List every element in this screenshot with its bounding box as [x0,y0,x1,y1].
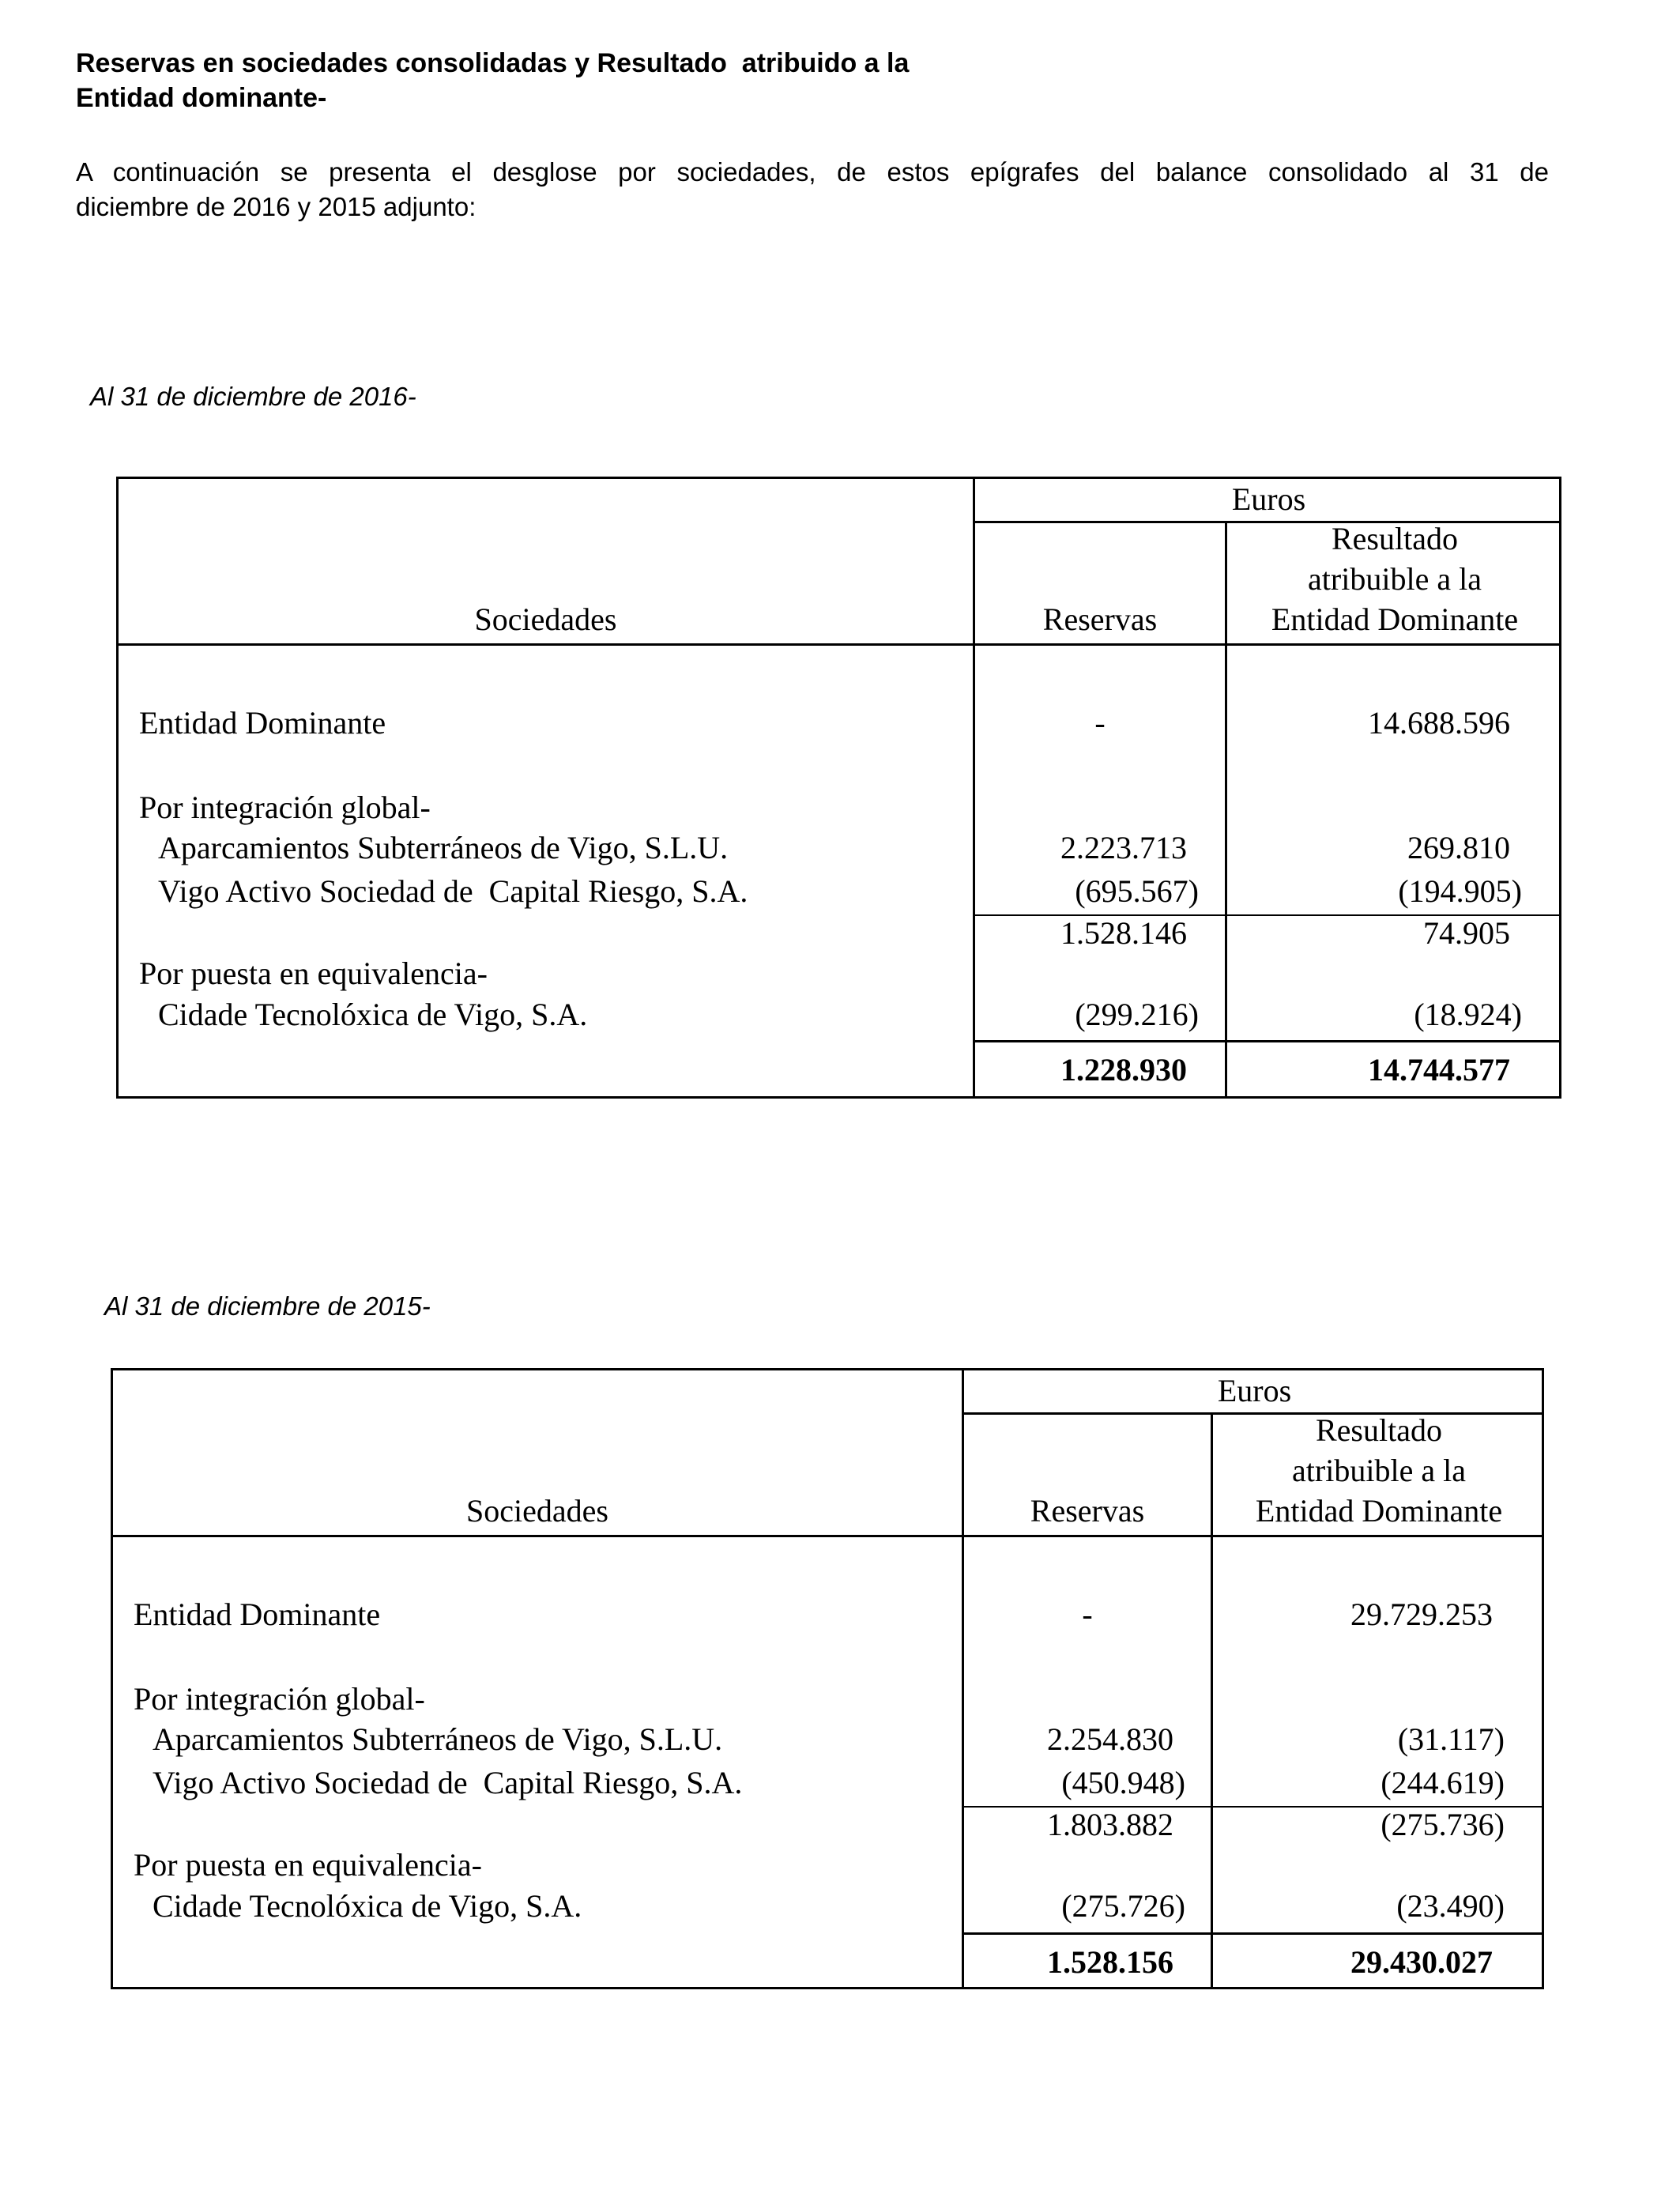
row-label: Aparcamientos Subterráneos de Vigo, S.L.U. [158,830,729,865]
intro-paragraph [76,155,1549,224]
header-resultado-line-2: atribuible a la [1308,561,1482,597]
cell-resultado: 14.688.596 [1368,705,1510,741]
row-label: Entidad Dominante [139,705,386,741]
cell-reservas: - [1094,705,1106,741]
row-label: Cidade Tecnolóxica de Vigo, S.A. [158,997,588,1032]
table-2015-caption: Al 31 de diciembre de 2015- [104,1291,431,1321]
cell-reservas: (450.948) [1061,1765,1185,1800]
cell-resultado: (23.490) [1396,1888,1505,1924]
cell-reservas: - [1082,1596,1093,1632]
total-rule [962,1932,1542,1935]
header-reservas: Reservas [1030,1493,1145,1529]
cell-resultado: (18.924) [1414,997,1522,1032]
header-sociedades: Sociedades [466,1493,608,1529]
subtotal-resultado: 74.905 [1423,915,1510,951]
header-resultado-line-2: atribuible a la [1292,1453,1466,1488]
header-resultado-line-3: Entidad Dominante [1271,601,1519,637]
row-label: Entidad Dominante [134,1596,381,1632]
header-reservas: Reservas [1042,601,1158,637]
total-resultado: 14.744.577 [1368,1052,1510,1088]
total-rule [973,1040,1559,1042]
row-label: Vigo Activo Sociedad de Capital Riesgo, S.A. [153,1765,743,1800]
header-euros: Euros [1217,1373,1292,1408]
row-label: Aparcamientos Subterráneos de Vigo, S.L.U. [153,1721,723,1757]
group-label: Por integración global- [139,790,431,825]
header-bottom-rule [119,643,1559,646]
header-resultado-line-1: Resultado [1332,521,1458,556]
header-resultado-line-3: Entidad Dominante [1255,1493,1503,1529]
cell-reservas: 2.254.830 [1047,1721,1173,1757]
subtotal-reservas: 1.803.882 [1047,1807,1173,1842]
cell-resultado: 29.729.253 [1350,1596,1493,1632]
table-2015 [111,1368,1544,1989]
cell-reservas: (299.216) [1075,997,1199,1032]
row-label: Cidade Tecnolóxica de Vigo, S.A. [153,1888,582,1924]
row-label: Vigo Activo Sociedad de Capital Riesgo, S.A. [158,873,748,909]
table-2016 [116,477,1561,1099]
cell-reservas: 2.223.713 [1060,830,1187,865]
subtotal-reservas: 1.528.146 [1060,915,1187,951]
group-label: Por integración global- [134,1681,425,1717]
section-heading-line-2: Entidad dominante- [76,83,327,113]
group-label: Por puesta en equivalencia- [139,956,488,991]
section-heading [76,46,1577,115]
total-reservas: 1.228.930 [1060,1052,1187,1088]
total-reservas: 1.528.156 [1047,1944,1173,1980]
table-2016-caption: Al 31 de diciembre de 2016- [90,382,416,411]
intro-line-2: diciembre de 2016 y 2015 adjunto: [76,192,477,221]
header-sociedades: Sociedades [474,601,617,637]
cell-reservas: (695.567) [1075,873,1199,909]
total-resultado: 29.430.027 [1350,1944,1493,1980]
cell-resultado: 269.810 [1407,830,1510,865]
cell-resultado: (31.117) [1397,1721,1505,1757]
header-resultado-line-1: Resultado [1316,1412,1442,1448]
cell-resultado: (194.905) [1398,873,1522,909]
header-euros: Euros [1231,481,1306,517]
intro-line-1: A continuación se presenta el desglose por sociedades, de estos epígrafes del balance consolidado al 31 de [76,157,1549,187]
subtotal-resultado: (275.736) [1381,1807,1505,1842]
section-heading-line-1: Reservas en sociedades consolidadas y Resultado atribuido a la [76,48,910,78]
cell-resultado: (244.619) [1381,1765,1505,1800]
header-bottom-rule [113,1535,1542,1537]
group-label: Por puesta en equivalencia- [134,1847,482,1883]
cell-reservas: (275.726) [1061,1888,1185,1924]
